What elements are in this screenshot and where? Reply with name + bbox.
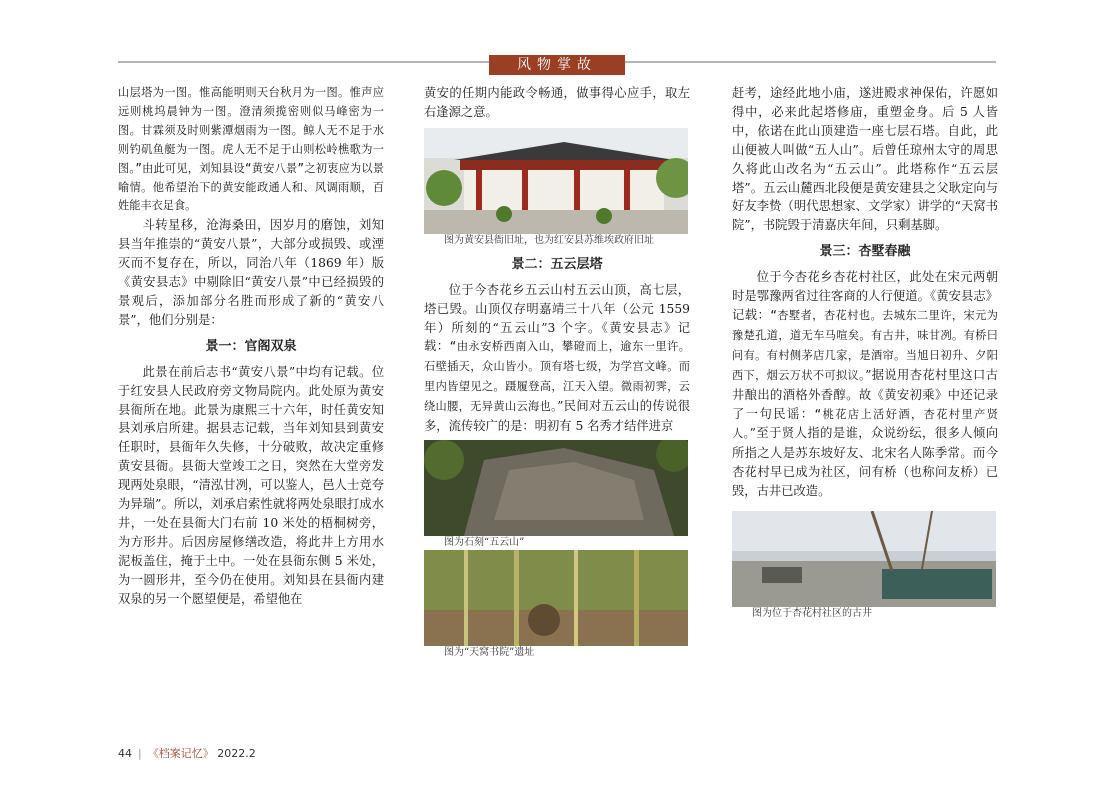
text: ”至于贤人指的是谁，众说纷纭，很多人倾向所指之人是苏东坡好友、北宋名人陈季常。而今杏花村早已成为社区，问有桥（也称问友桥）已毁，古井已改造。 [732,426,998,499]
text: 位于今杏花乡杏花村社区，此处在宋元两朝时是鄂豫两省过往客商的人行便道。《黄安县志》记载： [732,270,998,322]
quote: “由永安桥西南入山，攀磴而上，逾东一里许。石壁插天，众山皆小。顶有塔七级，为学宫文峰。而里内皆望见之。蹑履登高，江天入望。微雨初霁，云绕山腰，无异黄山云海也。 [424,340,690,414]
photo-ancient-well [732,511,996,607]
paragraph: 此景在前后志书“黄安八景”中均有记载。位于红安县人民政府旁文物局院内。此处原为黄安县衙所在地。此景为康熙三十六年，时任黄安知县刘承启所建。据县志记载，当年刘知县到黄安任职时，县衙年久失修，十分破败，故决定重修黄安县衙。县衙大堂竣工之日，突然在大堂旁发现两处泉眼，“清泓甘冽，可以鉴人，邑人士竞夸为异瑞”。所以，刘承启索性就将两处泉眼打成水井，一处在县衙大门右前 10 米处的梧桐树旁，为方形井。后因房屋修缮改造，将此井上方用水泥板盖住，掩于土中。一处在县衙东侧 5 米处，为一圆形井，至今仍在使用。刘知县在县衙内建双泉的另一个愿望便是，希望他在 [118,364,384,606]
paragraph: 山层塔为一图。惟高能明则天台秋月为一图。惟声应远则桃坞晨钟为一图。澄清须揽密则似马峰密为一图。甘霖须及时则紫潭烟雨为一图。鲸人无不足于水则钓矶鱼艇为一图。虎人无不足于山则松岭樵歌为一图。”由此可见，刘知县设“黄安八景”之初衷应为以景喻情。他希望治下的黄安能政通人和、风调雨顺，百姓能丰衣足食。 [118,86,384,213]
photo-ancient-well-image [732,511,996,607]
caption-ancient-well: 图为位于杏花村社区的古井 [752,608,872,620]
journal-title: 《档案记忆》 [147,747,214,760]
page-footer [118,745,256,761]
paragraph [424,281,690,436]
caption-county-office: 图为黄安县衙旧址，也为红安县苏维埃政府旧址 [444,234,654,246]
paragraph: 赶考，途经此地小庙，遂进殿求神保佑，许愿如得中，必来此起塔修庙，重塑金身。后 5 人皆中，依诺在此山顶建造一座七层石塔。自此，此山便被人叫做“五人山”。后曾任琼州太守的周思久将此山改名为“五云山”。此塔称作“五云层塔”。五云山麓西北段便是黄安建县之父耿定向与好友李贽（明代思想家、文学家）讲学的“天窝书院”，书院毁于清嘉庆年间，只剩基脚。 [732,86,998,233]
text: ”民间对五云山的传说很多，流传较广的是：明初有 5 名秀才结伴进京 [424,399,690,434]
page-number: 44 [118,747,132,760]
footer-divider: | [138,747,142,760]
section-heading-3: 景三：杏墅春融 [819,244,911,260]
column-2 [424,84,690,660]
column-1 [118,84,384,608]
caption-stone-carving: 图为石刻“五云山” [444,536,525,548]
photo-county-office [424,128,688,234]
photo-stone-carving-image [424,440,688,536]
photo-county-office-image [424,128,688,234]
photo-academy-ruins [424,550,688,646]
section-heading-1: 景一：官阁双泉 [205,338,297,354]
paragraph: 斗转星移，沧海桑田，因岁月的磨蚀，刘知县当年推崇的“黄安八景”，大部分或损毁、或湮灭而不复存在，所以，同治八年（1869 年）版《黄安县志》中剔除旧“黄安八景”中已经损毁的景观后，添加部分名胜而形成了新的“黄安八景”，他们分别是： [118,218,384,327]
column-3 [732,84,998,621]
paragraph: 黄安的任期内能政令畅通，做事得心应手，取左右逢源之意。 [424,86,690,119]
section-banner: 风物掌故 [489,55,625,75]
text: ”据说用杏花村里这口古井酿出的酒格外香醇。故《黄安初乘》中还记录了一句民谣： [732,367,998,421]
issue-number: 2022.2 [217,747,256,760]
caption-academy-ruins: 图为“天窝书院”遗址 [444,646,535,658]
photo-academy-ruins-image [424,550,688,646]
paragraph [732,268,998,501]
photo-stone-carving [424,440,688,536]
text: 位于今杏花乡五云山村五云山顶，高七层，塔已毁。山顶仅存明嘉靖三十八年（公元 1559 年）所刻的“五云山”3 个字。《黄安县志》记载： [424,282,690,354]
quote: “杏墅者，杏花村也。去城东二里许，宋元为豫楚孔道，道无车马喧矣。有古井，味甘冽。有桥曰问有。有村侧茅店几家，是酒帘。当旭日初升、夕阳西下，烟云万状不可拟议。 [732,308,998,382]
section-heading-2: 景二：五云层塔 [511,256,603,272]
quote: “桃花店上活好酒，杏花村里产贤人。 [732,407,998,441]
